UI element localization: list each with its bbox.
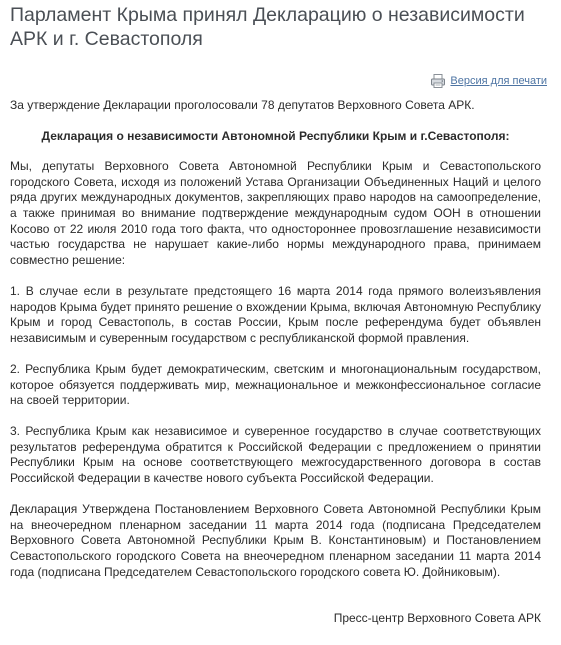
declaration-paragraph: Мы, депутаты Верховного Совета Автономной Республики Крым и Севастопольского городского Совета, исходя из положений Устава Организации Объединенных Наций и целого ряда других международных документов, закрепляющих право народов на самоопределение, а также принимая во внимание подтверждение международным судом ООН в отношении Косово от 22 июля 2010 года того факта, что одностороннее провозглашение независимости частью государства не нарушает какие-либо нормы международного права, принимаем совместно решение: — [10, 159, 541, 267]
declaration-paragraph: Декларация Утверждена Постановлением Верховного Совета Автономной Республики Крым на внеочередном пленарном заседании 11 марта 2014 года (подписана Председателем Верховного Совета Автономной Республики Крым В. Константиновым) и Постановлением Севастопольского городского Совета на внеочередном пленарном заседании 11 марта 2014 года (подписана Председателем Севастопольского городского совета Ю. Дойниковым). — [10, 502, 541, 579]
print-version-control[interactable] — [430, 72, 547, 90]
page-title: Парламент Крыма принял Декларацию о независимости АРК и г. Севастополя — [10, 4, 525, 50]
press-center-signature: Пресс-центр Верховного Совета АРК — [333, 611, 541, 626]
print-version-link[interactable]: Версия для печати — [450, 75, 547, 87]
declaration-title: Декларация о независимости Автономной Республики Крым и г.Севастополя: — [41, 128, 510, 143]
declaration-paragraph: 1. В случае если в результате предстоящего 16 марта 2014 года прямого волеизъявления народов Крыма будет принято решение о вхождении Крыма, включая Автономную Республику Крым и город Севастополь, в состав России, Крым после референдума будет объявлен независимым и суверенным государством с республиканской формой правления. — [10, 283, 541, 345]
declaration-paragraph: 2. Республика Крым будет демократическим, светским и многонациональным государством, которое обязуется поддерживать мир, межнациональное и межконфессиональное согласие на своей территории. — [10, 361, 541, 408]
intro-text: За утверждение Декларации проголосовали 78 депутатов Верховного Совета АРК. — [10, 98, 475, 112]
printer-icon[interactable] — [430, 73, 446, 89]
article-content — [10, 98, 541, 627]
declaration-paragraph: 3. Республика Крым как независимое и суверенное государство в случае соответствующих результатов референдума обратится к Российской Федерации с предложением о принятии Республики Крым на основе соответствующего межгосударственного договора в состав Российской Федерации в качестве нового субъекта Российской Федерации. — [10, 424, 541, 486]
